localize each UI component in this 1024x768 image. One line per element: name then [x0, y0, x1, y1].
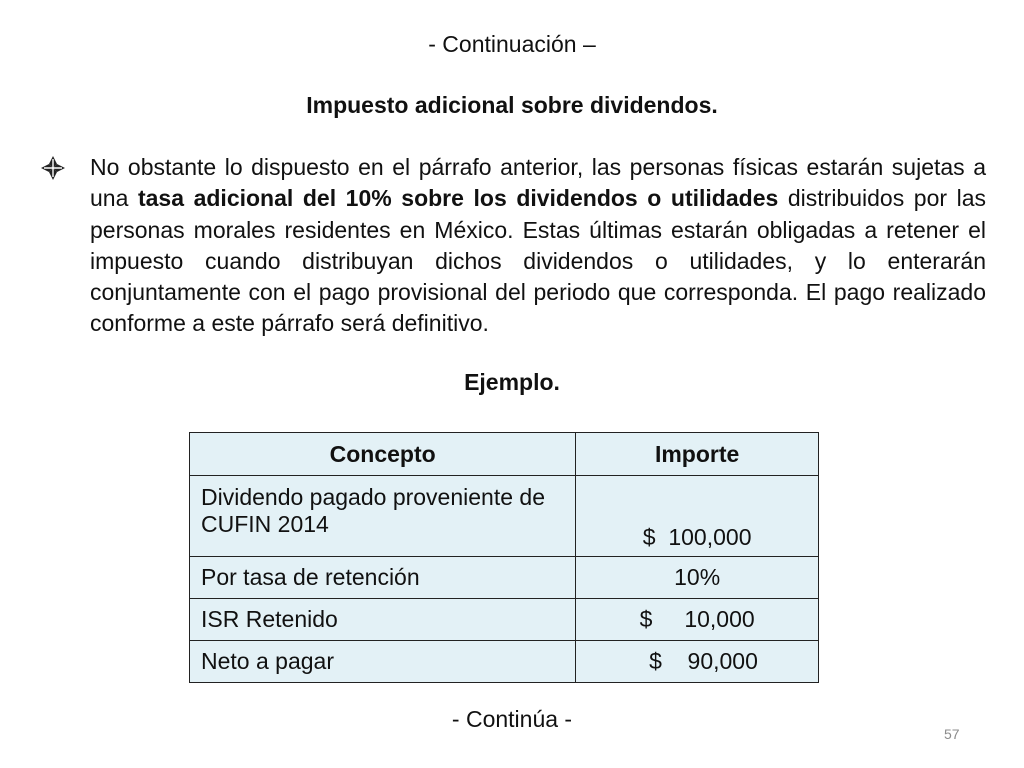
table-row — [190, 476, 819, 557]
bullet-text-start: No obstante lo dispuesto en el párrafo anterior, las personas físicas estarán sujetas a una — [90, 154, 986, 212]
column-header-amount: Importe — [576, 433, 819, 476]
bullet-text-bold: tasa adicional del 10% sobre los dividendos o utilidades — [137, 185, 779, 212]
continues-label: - Continúa - — [451, 706, 573, 732]
amount-cell: $ 90,000 — [576, 641, 819, 683]
section-title: Impuesto adicional sobre dividendos. — [306, 92, 718, 118]
table-row — [190, 557, 819, 599]
example-title: Ejemplo. — [464, 369, 560, 395]
bullet-text-end: distribuidos por las personas morales residentes en México. Estas últimas estarán obligadas a retener el impuesto cuando distribuyan dichos dividendos o utilidades, y lo enterarán conjuntamente con el pago provisional del periodo que corresponda. El pago realizado conforme a este párrafo será definitivo. — [90, 185, 987, 337]
concept-cell: Neto a pagar — [190, 641, 576, 683]
concept-cell: Dividendo pagado proveniente de CUFIN 2014 — [190, 476, 576, 557]
amount-cell: 10% — [576, 557, 819, 599]
bullet-text — [90, 152, 986, 340]
diamond-bullet-icon — [40, 155, 66, 181]
concept-cell: Por tasa de retención — [190, 557, 576, 599]
table-row — [190, 641, 819, 683]
table-header-row — [190, 433, 819, 476]
page-number: 57 — [944, 726, 960, 742]
amount-cell: $ 10,000 — [576, 599, 819, 641]
table-row — [190, 599, 819, 641]
amount-cell: $ 100,000 — [576, 476, 819, 557]
column-header-concept: Concepto — [190, 433, 576, 476]
continuation-label: - Continuación – — [428, 31, 596, 57]
concept-cell: ISR Retenido — [190, 599, 576, 641]
example-table — [189, 432, 819, 683]
